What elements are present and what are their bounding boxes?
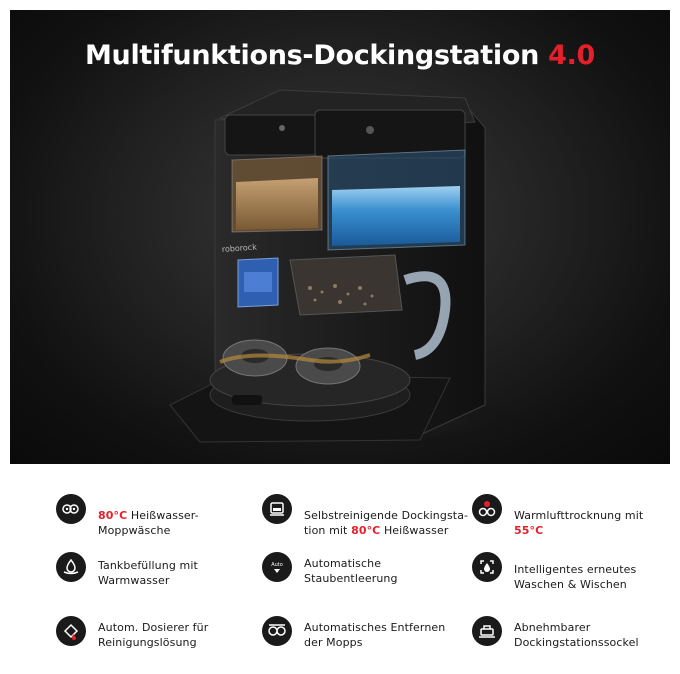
removable-base-icon xyxy=(472,616,502,646)
dirty-water xyxy=(236,178,318,230)
dock-illustration xyxy=(10,10,670,464)
detergent-liquid xyxy=(244,272,272,292)
smart-rewash-icon xyxy=(472,552,502,582)
dust-bag xyxy=(290,255,402,315)
auto-empty-icon xyxy=(262,552,292,582)
title-version: 4.0 xyxy=(548,40,596,71)
cap-button xyxy=(279,125,285,131)
feature-label: Warmlufttrocknung mit 55°C xyxy=(514,509,644,537)
mop-removal-icon xyxy=(262,616,292,646)
feature-item xyxy=(472,494,680,544)
warm-air-dry-icon xyxy=(472,494,502,524)
hot-water-mop-icon xyxy=(56,494,86,524)
feature-item xyxy=(262,552,472,602)
feature-item xyxy=(472,616,680,666)
feature-label: 80°C Heißwasser- Moppwäsche xyxy=(98,509,199,537)
cap-button xyxy=(366,126,374,134)
hero-banner xyxy=(10,10,670,464)
brand-label: roborock xyxy=(221,242,258,254)
feature-item xyxy=(262,616,472,666)
feature-label: Selbstreinigende Dockingsta- tion mit 80°C Heißwasser xyxy=(304,509,469,537)
self-cleaning-dock-icon xyxy=(262,494,292,524)
feature-item xyxy=(56,494,266,544)
feature-grid xyxy=(0,474,680,674)
clean-water xyxy=(332,186,460,246)
tank-refill-icon xyxy=(56,552,86,582)
feature-label: Automatische Staubentleerung xyxy=(304,557,398,585)
feature-item xyxy=(472,552,680,602)
page-title: Multifunktions-Dockingstation 4.0 xyxy=(84,40,596,71)
svg-text:Auto: Auto xyxy=(271,562,283,568)
dirty-tank-cap xyxy=(225,115,320,155)
feature-label: Intelligentes erneutes Waschen & Wischen xyxy=(514,563,637,591)
robot-sensor xyxy=(232,395,262,405)
feature-item xyxy=(262,494,472,544)
feature-label: Autom. Dosierer für Reinigungslösung xyxy=(98,621,209,649)
detergent-dispenser-icon xyxy=(56,616,86,646)
feature-label: Abnehmbarer Dockingstationssockel xyxy=(514,621,639,649)
feature-label: Tankbefüllung mit Warmwasser xyxy=(98,559,198,587)
feature-label: Automatisches Entfernen der Mopps xyxy=(304,621,446,649)
feature-item xyxy=(56,616,266,666)
feature-item xyxy=(56,552,266,602)
